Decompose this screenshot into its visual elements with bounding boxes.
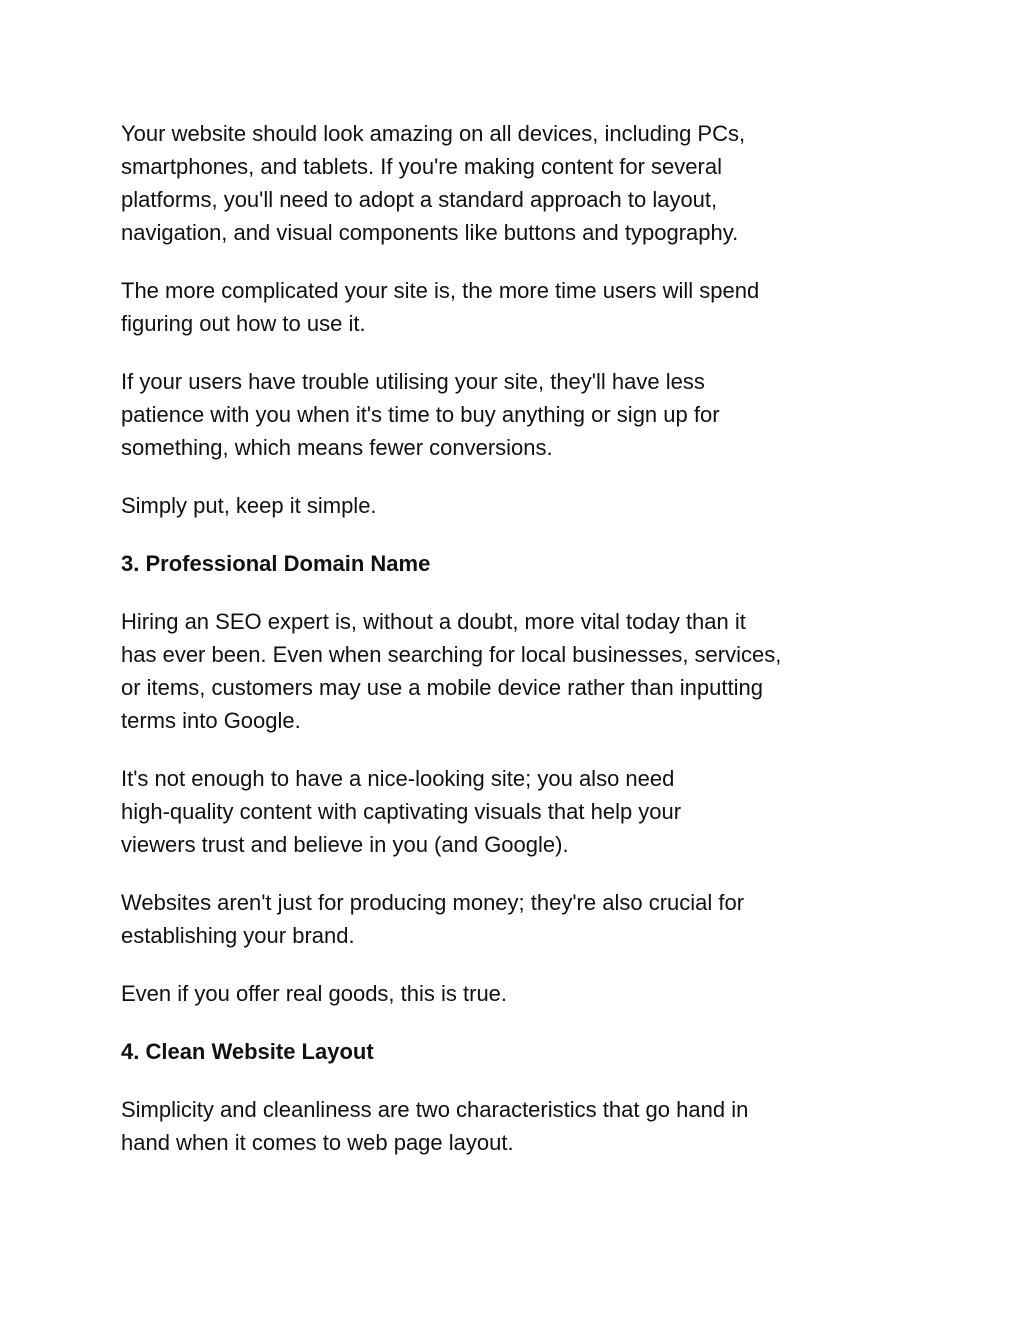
heading-professional-domain-name: 3. Professional Domain Name <box>121 551 431 576</box>
document-page <box>121 117 916 1184</box>
paragraph-conversions: If your users have trouble utilising your site, they'll have less patience with you when it's time to buy anything or sign up for something, which means fewer conversions. <box>121 369 720 460</box>
paragraph-keep-simple: Simply put, keep it simple. <box>121 493 377 518</box>
paragraph-complexity: The more complicated your site is, the more time users will spend figuring out how to use it. <box>121 278 760 336</box>
paragraph-simplicity: Simplicity and cleanliness are two characteristics that go hand in hand when it comes to web page layout. <box>121 1097 749 1155</box>
paragraph-quality-content: It's not enough to have a nice-looking site; you also need high-quality content with captivating visuals that help your viewers trust and believe in you (and Google). <box>121 766 682 857</box>
paragraph-responsive-design: Your website should look amazing on all devices, including PCs, smartphones, and tablets. If you're making content for several platforms, you'll need to adopt a standard approach to layout, navigation, and visual components like buttons and typography. <box>121 121 746 245</box>
paragraph-brand: Websites aren't just for producing money; they're also crucial for establishing your brand. <box>121 890 745 948</box>
paragraph-real-goods: Even if you offer real goods, this is true. <box>121 981 508 1006</box>
paragraph-seo-expert: Hiring an SEO expert is, without a doubt, more vital today than it has ever been. Even when searching for local businesses, services, or items, customers may use a mobile device rather than inputting terms into Google. <box>121 609 782 733</box>
heading-clean-website-layout: 4. Clean Website Layout <box>121 1039 374 1064</box>
